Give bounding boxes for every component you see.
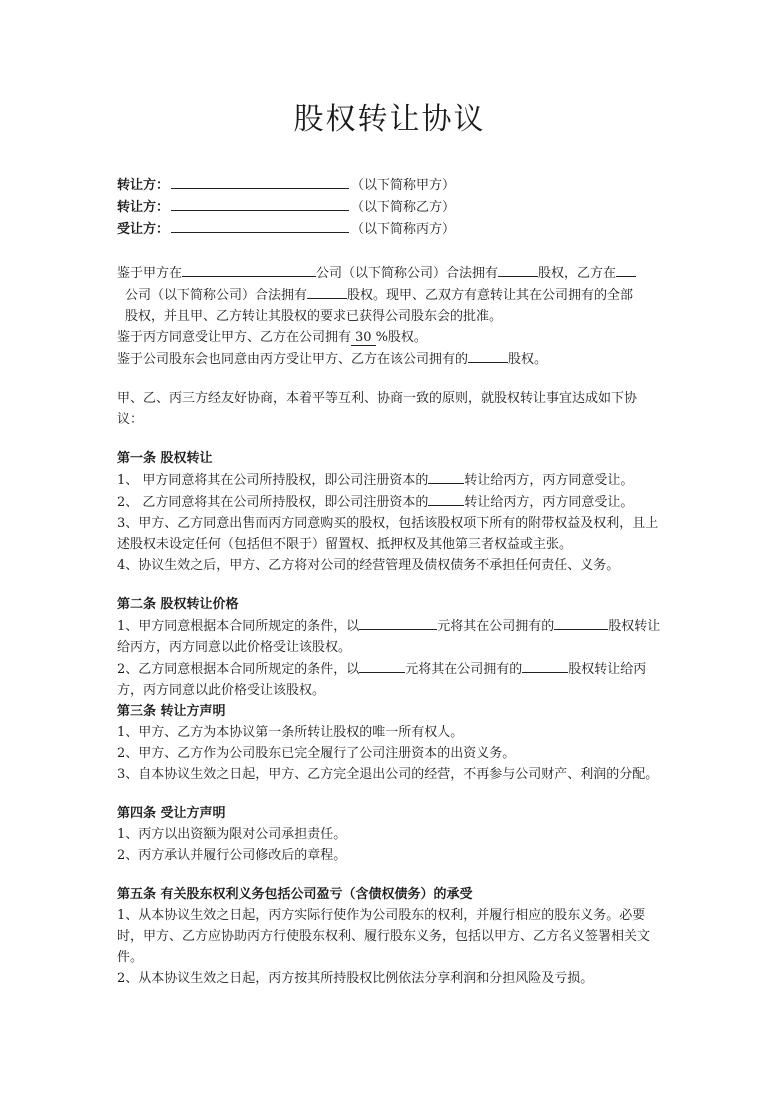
blank-field[interactable] bbox=[359, 615, 437, 630]
item-text: 2、 乙方同意将其在公司所持股权，即公司注册资本的 bbox=[117, 495, 429, 510]
recital-text: 公司（以下简称公司）合法拥有 bbox=[316, 266, 499, 281]
party-label: 转让方： bbox=[117, 200, 170, 215]
article-item: 1、甲方、乙方为本协议第一条所转让股权的唯一所有权人。 bbox=[117, 725, 464, 740]
item-text: 转让给丙方，丙方同意受让。 bbox=[464, 473, 634, 488]
document-title: 股权转让协议 bbox=[293, 102, 486, 137]
blank-field[interactable] bbox=[307, 284, 347, 299]
article-item bbox=[117, 469, 662, 491]
article-item: 1、丙方以出资额为限对公司承担责任。 bbox=[117, 827, 347, 842]
blank-field[interactable] bbox=[522, 658, 568, 673]
recitals bbox=[117, 262, 662, 370]
party-blank[interactable] bbox=[171, 174, 349, 189]
party-transferee bbox=[117, 218, 662, 240]
party-note: （以下简称丙方） bbox=[351, 222, 456, 237]
article-item bbox=[117, 658, 662, 701]
blank-field[interactable] bbox=[498, 262, 538, 277]
blank-field[interactable] bbox=[359, 658, 405, 673]
preamble: 甲、乙、丙三方经友好协商，本着平等互利、协商一致的原则，就股权转让事宜达成如下协议： bbox=[117, 391, 638, 427]
item-text: 1、 甲方同意将其在公司所持股权，即公司注册资本的 bbox=[117, 473, 429, 488]
party-blank[interactable] bbox=[171, 196, 349, 211]
article-item: 2、从本协议生效之日起，丙方按其所持股权比例依法分享利润和分担风险及亏损。 bbox=[117, 971, 594, 986]
article-item bbox=[117, 491, 662, 513]
party-label: 转让方： bbox=[117, 178, 170, 193]
recital-text: 股权。 bbox=[508, 352, 548, 367]
article-heading: 第一条 股权转让 bbox=[117, 451, 213, 466]
percentage-value[interactable]: 30 bbox=[351, 330, 376, 346]
recital-text: 鉴于丙方同意受让甲方、乙方在公司拥有 bbox=[117, 330, 352, 345]
article-heading: 第四条 受让方声明 bbox=[117, 806, 226, 821]
item-text: 2、乙方同意根据本合同所规定的条件，以 bbox=[117, 662, 360, 677]
article-3 bbox=[117, 701, 662, 785]
recital-3 bbox=[117, 348, 662, 370]
recital-1 bbox=[117, 262, 662, 327]
article-item: 4、协议生效之后，甲方、乙方将对公司的经营管理及债权债务不承担任何责任、义务。 bbox=[117, 558, 620, 573]
recital-2 bbox=[117, 327, 662, 348]
recital-text: 股权，乙方在 bbox=[538, 266, 617, 281]
party-label: 受让方： bbox=[117, 222, 170, 237]
party-transferor-a bbox=[117, 174, 662, 196]
article-item: 1、从本协议生效之日起，丙方实际行使作为公司股东的权利，并履行相应的股东义务。必要时，甲方、乙方应协助丙方行使股东权利、履行股东义务，包括以甲方、乙方名义签署相关文件。 bbox=[117, 908, 651, 965]
item-text: 1、甲方同意根据本合同所规定的条件，以 bbox=[117, 619, 360, 634]
recital-text: 股权。现甲、乙双方有意转让其在公司拥有的全部 bbox=[347, 288, 634, 303]
party-blank[interactable] bbox=[171, 218, 349, 233]
recital-text: 公司（以下简称公司）合法拥有 bbox=[125, 288, 308, 303]
article-heading: 第五条 有关股东权利义务包括公司盈亏（含债权债务）的承受 bbox=[117, 887, 473, 902]
article-heading: 第二条 股权转让价格 bbox=[117, 597, 239, 612]
blank-field[interactable] bbox=[428, 469, 464, 484]
item-text: 元将其在公司拥有的 bbox=[437, 619, 555, 634]
article-2 bbox=[117, 594, 662, 701]
article-item bbox=[117, 615, 662, 658]
party-note: （以下简称乙方） bbox=[351, 200, 456, 215]
article-4 bbox=[117, 803, 662, 866]
recital-text: 鉴于公司股东会也同意由丙方受让甲方、乙方在该公司拥有的 bbox=[117, 352, 469, 367]
recital-text: 鉴于甲方在 bbox=[117, 266, 183, 281]
article-item: 2、甲方、乙方作为公司股东已完全履行了公司注册资本的出资义务。 bbox=[117, 746, 516, 761]
article-item: 2、丙方承认并履行公司修改后的章程。 bbox=[117, 848, 347, 863]
party-list bbox=[117, 174, 662, 240]
item-text: 股权转让给丙方，丙方同意以此价格受让该股权。 bbox=[117, 619, 661, 655]
article-5 bbox=[117, 884, 662, 989]
item-text: 转让给丙方，丙方同意受让。 bbox=[464, 495, 634, 510]
article-item: 3、自本协议生效之日起，甲方、乙方完全退出公司的经营，不再参与公司财产、利润的分配。 bbox=[117, 767, 659, 782]
party-note: （以下简称甲方） bbox=[351, 178, 456, 193]
item-text: 元将其在公司拥有的 bbox=[405, 662, 523, 677]
recital-text: 股权，并且甲、乙方转让其股权的要求已获得公司股东会的批准。 bbox=[125, 309, 503, 324]
blank-field[interactable] bbox=[554, 615, 608, 630]
recital-text: %股权。 bbox=[375, 330, 427, 345]
article-item: 3、甲方、乙方同意出售而丙方同意购买的股权，包括该股权项下所有的附带权益及权利，且上述股权未设定任何（包括但不限于）留置权、抵押权及其他第三者权益或主张。 bbox=[117, 516, 659, 552]
blank-field[interactable] bbox=[468, 348, 508, 363]
blank-field[interactable] bbox=[182, 262, 316, 277]
item-text: 股权转让给丙方，丙方同意以此价格受让该股权。 bbox=[117, 662, 647, 698]
article-heading: 第三条 转让方声明 bbox=[117, 704, 226, 719]
blank-field[interactable] bbox=[616, 262, 636, 277]
party-transferor-b bbox=[117, 196, 662, 218]
article-1 bbox=[117, 448, 662, 576]
blank-field[interactable] bbox=[428, 491, 464, 506]
